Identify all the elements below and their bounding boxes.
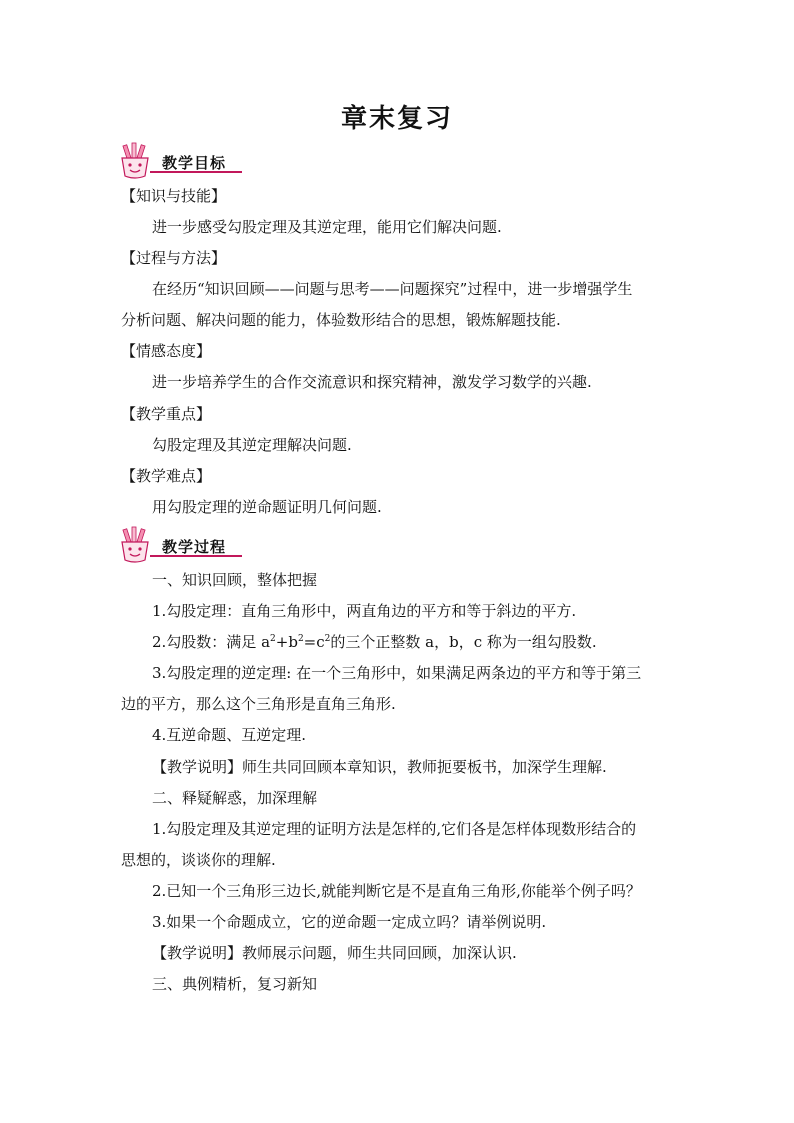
paragraph-attitude: 进一步培养学生的合作交流意识和探究精神，激发学习数学的兴趣. [152,373,592,391]
step-2-item-1-line1: 1.勾股定理及其逆定理的证明方法是怎样的,它们各是怎样体现数形结合的 [152,820,637,838]
step-1-item-1: 1.勾股定理：直角三角形中，两直角边的平方和等于斜边的平方. [152,602,577,620]
heading-difficulty: 【教学难点】 [121,467,212,485]
step-2-heading: 二、释疑解惑，加深理解 [152,789,318,807]
step-2-teaching-note: 【教学说明】教师展示问题，师生共同回顾，加深认识. [152,944,517,962]
step-3-heading: 三、典例精析，复习新知 [152,975,318,993]
section-badge-objectives [114,142,254,182]
heading-process-method: 【过程与方法】 [121,249,227,267]
step-1-item-3-line2: 边的平方，那么这个三角形是直角三角形. [121,695,396,713]
section-heading-process: 教学过程 [162,538,227,556]
step-2-item-2: 2.已知一个三角形三边长,就能判断它是不是直角三角形,你能举个例子吗？ [152,882,641,900]
step-2-item-1-line2: 思想的，谈谈你的理解. [121,851,276,869]
paragraph-difficulty: 用勾股定理的逆命题证明几何问题. [152,498,382,516]
step-1-heading: 一、知识回顾，整体把握 [152,571,318,589]
paragraph-knowledge: 进一步感受勾股定理及其逆定理，能用它们解决问题. [152,218,502,236]
paragraph-process-line2: 分析问题、解决问题的能力，体验数形结合的思想，锻炼解题技能. [121,311,561,329]
step-2-item-3: 3.如果一个命题成立，它的逆命题一定成立吗？请举例说明. [152,913,547,931]
paragraph-process-line1: 在经历“知识回顾——问题与思考——问题探究”过程中，进一步增强学生 [152,280,633,298]
section-heading-objectives: 教学目标 [162,154,227,172]
heading-key-point: 【教学重点】 [121,405,212,423]
section-badge-process [114,526,254,566]
heading-attitude: 【情感态度】 [121,342,212,360]
heading-knowledge: 【知识与技能】 [121,187,227,205]
page-title: 章末复习 [340,104,453,134]
step-1-item-2: 2.勾股数：满足 $a^2+b^2=c^2$的三个正整数 a，b，c 称为一组勾股数. [152,633,597,651]
paragraph-key-point: 勾股定理及其逆定理解决问题. [152,436,352,454]
step-1-item-4: 4.互逆命题、互逆定理. [152,726,307,744]
step-1-item-3-line1: 3.勾股定理的逆定理: 在一个三角形中，如果满足两条边的平方和等于第三 [152,664,642,682]
step-1-teaching-note: 【教学说明】师生共同回顾本章知识，教师扼要板书，加深学生理解. [152,758,607,776]
